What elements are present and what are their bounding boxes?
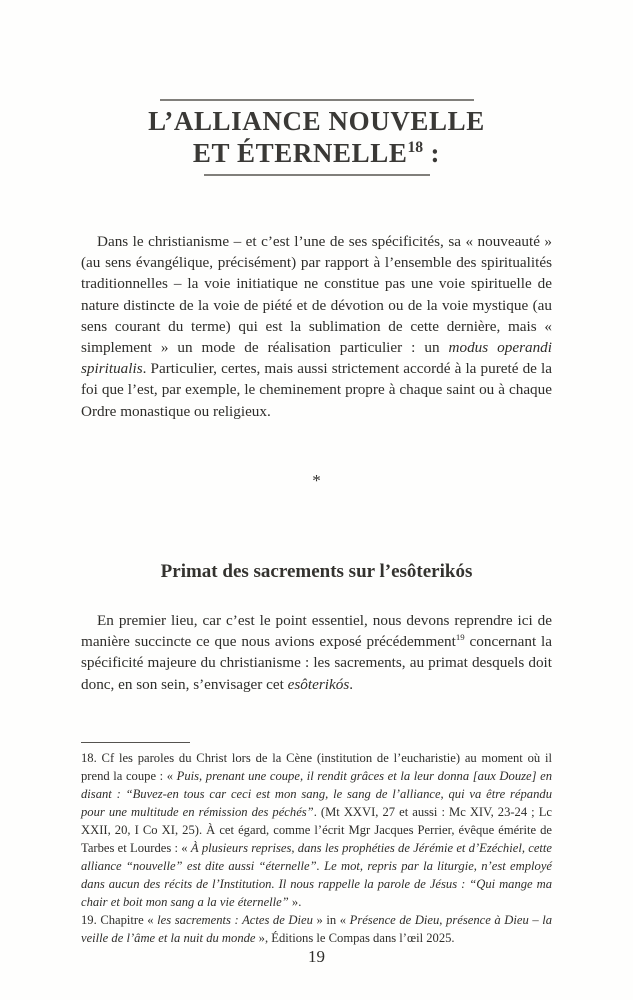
paragraph-1 [81,231,552,422]
chapter-title-line2 [0,137,633,169]
footnote-separator-rule [81,742,190,743]
footnote-19-chapter-title: les sacrements : Actes de Dieu [157,913,313,927]
footnote-18-quote-2: À plusieurs reprises, dans les prophéties de Jérémie et d’Ezéchiel, cette alliance “nouvelle” est dite aussi “éternelle”. Le mot, repris par la liturgie, n’est employé dans aucun des récits de l’Institution. Il nous rappelle la parole de Jésus : “Qui mange ma chair et boit mon sang a la vie éternelle” [81,841,552,909]
chapter-title-line1: L’ALLIANCE NOUVELLE [148,106,485,136]
footnote-18-close: ». [288,895,302,909]
footnote-19-publisher: », Éditions le Compas dans l’œil 2025. [255,931,455,945]
paragraph-2-mid: concernant la spécificité majeure du christianisme : les sacrements, au primat desquels doit donc, en son sein, s’envisager cet [81,633,553,693]
paragraph-2-footnote-reference: 19 [455,632,465,643]
footnote-19-text: 19. Chapitre « [81,913,158,927]
paragraph-2-tail: . [349,675,354,693]
footnote-19-in: » in « [312,913,350,927]
paragraph-2-lead: En premier lieu, car c’est le point essentiel, nous devons reprendre ici de manière succincte ce que nous avions exposé précédemment [81,612,552,651]
title-rule-top [160,99,474,101]
footnote-19 [81,911,552,947]
title-footnote-reference: 18 [407,139,424,156]
paragraph-1-latin-phrase: modus operandi spiritualis [81,339,553,378]
chapter-title [0,105,633,169]
footnote-18-text: 18. Cf les paroles du Christ lors de la Cène (institution de l’eucharistie) au moment où il prend la coupe : « [81,751,552,783]
footnote-18 [81,749,552,911]
paragraph-2 [81,610,552,695]
paragraph-1-tail: . Particulier, certes, mais aussi strictement accordé à la pureté de la foi que l’est, par exemple, le cheminement propre à chaque saint ou à chaque Ordre monastique ou religieux. [81,360,552,420]
section-subhead: Primat des sacrements sur l’esôterikós [160,561,473,582]
footnote-18-refs: . (Mt XXVI, 27 et aussi : Mc XIV, 23-24 ; Lc XXII, 20, I Co XI, 25). À cet égard, comme l’écrit Mgr Jacques Perrier, évêque émérite de Tarbes et Lourdes : « [81,805,553,855]
paragraph-2-greek-term: esôterikós [287,675,350,693]
footnote-19-book-title: Présence de Dieu, présence à Dieu – la veille de l’âme et la nuit du monde [81,913,553,945]
page-number: 19 [308,947,325,966]
section-divider-asterisk: * [312,471,321,490]
footnote-18-quote-1: Puis, prenant une coupe, il rendit grâces et la leur donna [aux Douze] en disant : “Buvez-en tous car ceci est mon sang, le sang de l’alliance, qui va être répandu pour une multitude en rémission des péchés” [81,769,552,819]
chapter-title-colon: : [423,138,441,168]
paragraph-1-lead: Dans le christianisme – et c’est l’une de ses spécificités, sa « nouveauté » (au sens évangélique, précisément) par rapport à l’ensemble des spiritualités traditionnelles – la voie initiatique ne constitue pas une voie spirituelle de nature distincte de la voie de piété et de dévotion ou de la voie mystique (au sens courant du terme) qui est la sublimation de cette dernière, mais « simplement » un mode de réalisation particulier : un [81,233,552,357]
chapter-title-block [0,99,633,176]
chapter-title-line2-text: ET ÉTERNELLE [192,138,408,168]
footnotes-section [81,742,552,947]
title-rule-bottom [204,174,430,176]
